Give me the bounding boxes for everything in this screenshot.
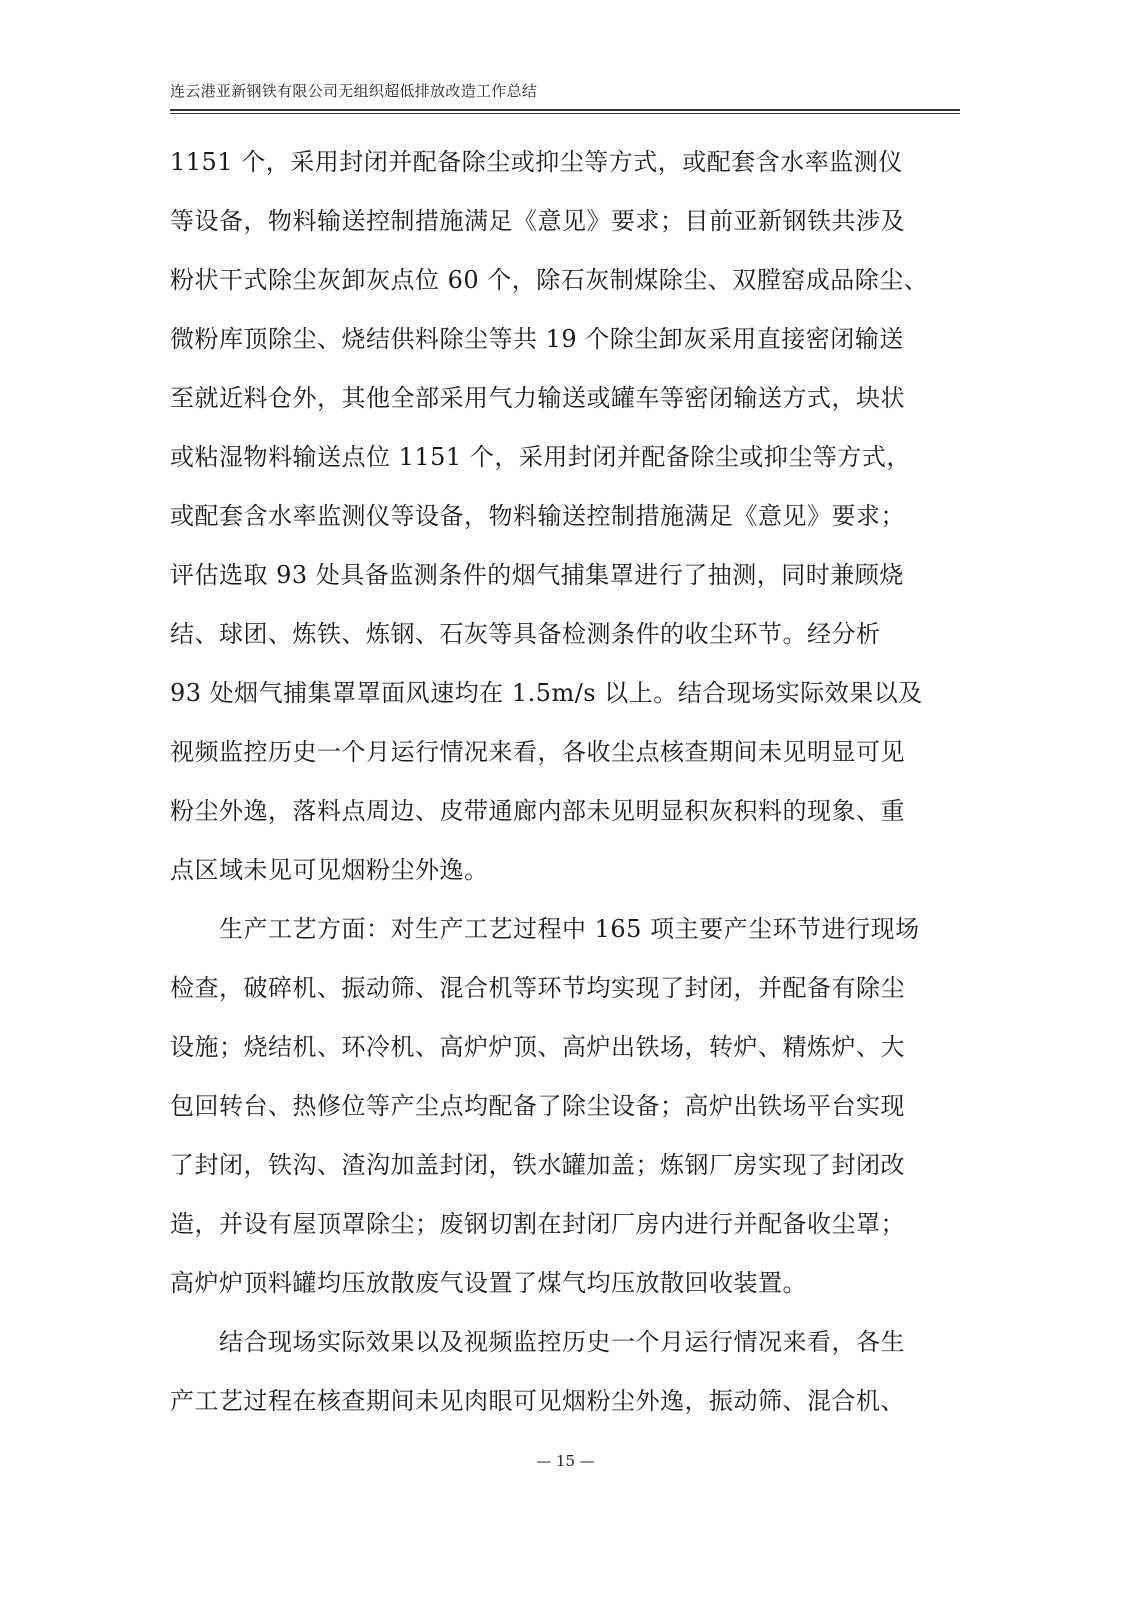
body-line: 设施；烧结机、环冷机、高炉炉顶、高炉出铁场，转炉、精炼炉、大 [170, 1033, 905, 1061]
body-line: 等设备，物料输送控制措施满足《意见》要求；目前亚新钢铁共涉及 [170, 207, 905, 235]
body-line: 1151 个，采用封闭并配备除尘或抑尘等方式，或配套含水率监测仪 [170, 148, 903, 176]
body-line: 造，并设有屋顶罩除尘；废钢切割在封闭厂房内进行并配备收尘罩； [170, 1210, 905, 1238]
page-number: — 15 — [536, 1452, 595, 1470]
body-line: 或粘湿物料输送点位 1151 个，采用封闭并配备除尘或抑尘等方式， [170, 443, 911, 471]
body-line: 生产工艺方面：对生产工艺过程中 165 项主要产尘环节进行现场 [170, 915, 920, 943]
header-rule-thick [170, 109, 960, 111]
body-line: 了封闭，铁沟、渣沟加盖封闭，铁水罐加盖；炼钢厂房实现了封闭改 [170, 1151, 905, 1179]
body-line: 结合现场实际效果以及视频监控历史一个月运行情况来看，各生 [170, 1328, 905, 1356]
body-line: 点区域未见可见烟粉尘外逸。 [170, 856, 489, 884]
body-line: 粉状干式除尘灰卸灰点位 60 个，除石灰制煤除尘、双膛窑成品除尘、 [170, 266, 929, 294]
header-rule-thin [170, 113, 960, 114]
body-line: 粉尘外逸，落料点周边、皮带通廊内部未见明显积灰积料的现象、重 [170, 797, 905, 825]
body-line: 结、球团、炼铁、炼钢、石灰等具备检测条件的收尘环节。经分析 [170, 620, 881, 648]
body-line: 包回转台、热修位等产尘点均配备了除尘设备；高炉出铁场平台实现 [170, 1092, 905, 1120]
body-line: 产工艺过程在核查期间未见肉眼可见烟粉尘外逸，振动筛、混合机、 [170, 1387, 905, 1415]
header-title: 连云港亚新钢铁有限公司无组织超低排放改造工作总结 [170, 82, 538, 100]
body-line: 高炉炉顶料罐均压放散废气设置了煤气均压放散回收装置。 [170, 1269, 807, 1297]
body-line: 视频监控历史一个月运行情况来看，各收尘点核查期间未见明显可见 [170, 738, 905, 766]
body-line: 至就近料仓外，其他全部采用气力输送或罐车等密闭输送方式，块状 [170, 384, 905, 412]
body-line: 或配套含水率监测仪等设备，物料输送控制措施满足《意见》要求； [170, 502, 905, 530]
body-line: 93 处烟气捕集罩罩面风速均在 1.5m/s 以上。结合现场实际效果以及 [170, 679, 923, 707]
body-line: 微粉库顶除尘、烧结供料除尘等共 19 个除尘卸灰采用直接密闭输送 [170, 325, 904, 353]
body-line: 评估选取 93 处具备监测条件的烟气捕集罩进行了抽测，同时兼顾烧 [170, 561, 904, 589]
body-line: 检查，破碎机、振动筛、混合机等环节均实现了封闭，并配备有除尘 [170, 974, 905, 1002]
page-header [170, 80, 960, 110]
